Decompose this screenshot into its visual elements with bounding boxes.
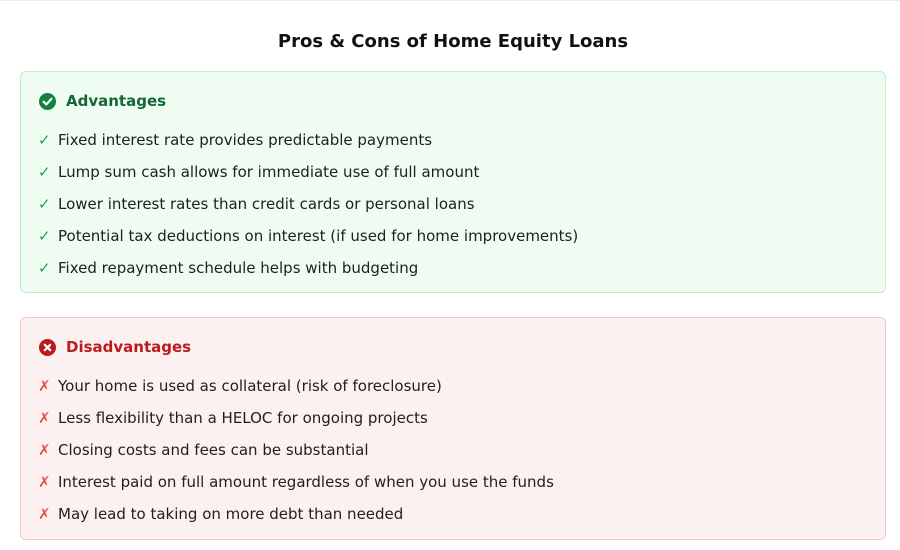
list-item [38,252,578,284]
list-item [38,188,578,220]
advantages-panel [20,71,886,293]
list-item [38,402,554,434]
list-item-text: Less flexibility than a HELOC for ongoing projects [58,409,428,427]
list-item [38,466,554,498]
check-mark-icon: ✓ [38,163,51,181]
list-item [38,156,578,188]
x-mark-icon: ✗ [38,377,51,395]
advantages-heading: Advantages [66,92,167,110]
list-item-text: Interest paid on full amount regardless of when you use the funds [58,473,554,491]
x-mark-icon: ✗ [38,505,51,523]
list-item-text: Closing costs and fees can be substantial [58,441,369,459]
list-item-text: Your home is used as collateral (risk of foreclosure) [58,377,442,395]
disadvantages-panel [20,317,886,540]
x-mark-icon: ✗ [38,473,51,491]
list-item [38,370,554,402]
check-mark-icon: ✓ [38,195,51,213]
list-item-text: Lump sum cash allows for immediate use of full amount [58,163,480,181]
disadvantages-heading: Disadvantages [66,338,192,356]
check-mark-icon: ✓ [38,259,51,277]
list-item-text: Potential tax deductions on interest (if used for home improvements) [58,227,579,245]
list-item [38,434,554,466]
list-item [38,498,554,530]
x-circle-icon [39,339,56,356]
advantages-header [39,90,166,112]
list-item-text: Fixed repayment schedule helps with budgeting [58,259,419,277]
x-mark-icon: ✗ [38,441,51,459]
x-mark-icon: ✗ [38,409,51,427]
disadvantages-header [39,336,191,358]
list-item-text: May lead to taking on more debt than needed [58,505,404,523]
page-title: Pros & Cons of Home Equity Loans [277,31,629,52]
list-item-text: Lower interest rates than credit cards or personal loans [58,195,475,213]
check-mark-icon: ✓ [38,227,51,245]
check-circle-icon [39,93,56,110]
list-item [38,124,578,156]
list-item-text: Fixed interest rate provides predictable payments [58,131,433,149]
disadvantages-list [38,370,554,530]
check-mark-icon: ✓ [38,131,51,149]
list-item [38,220,578,252]
advantages-list [38,124,578,284]
